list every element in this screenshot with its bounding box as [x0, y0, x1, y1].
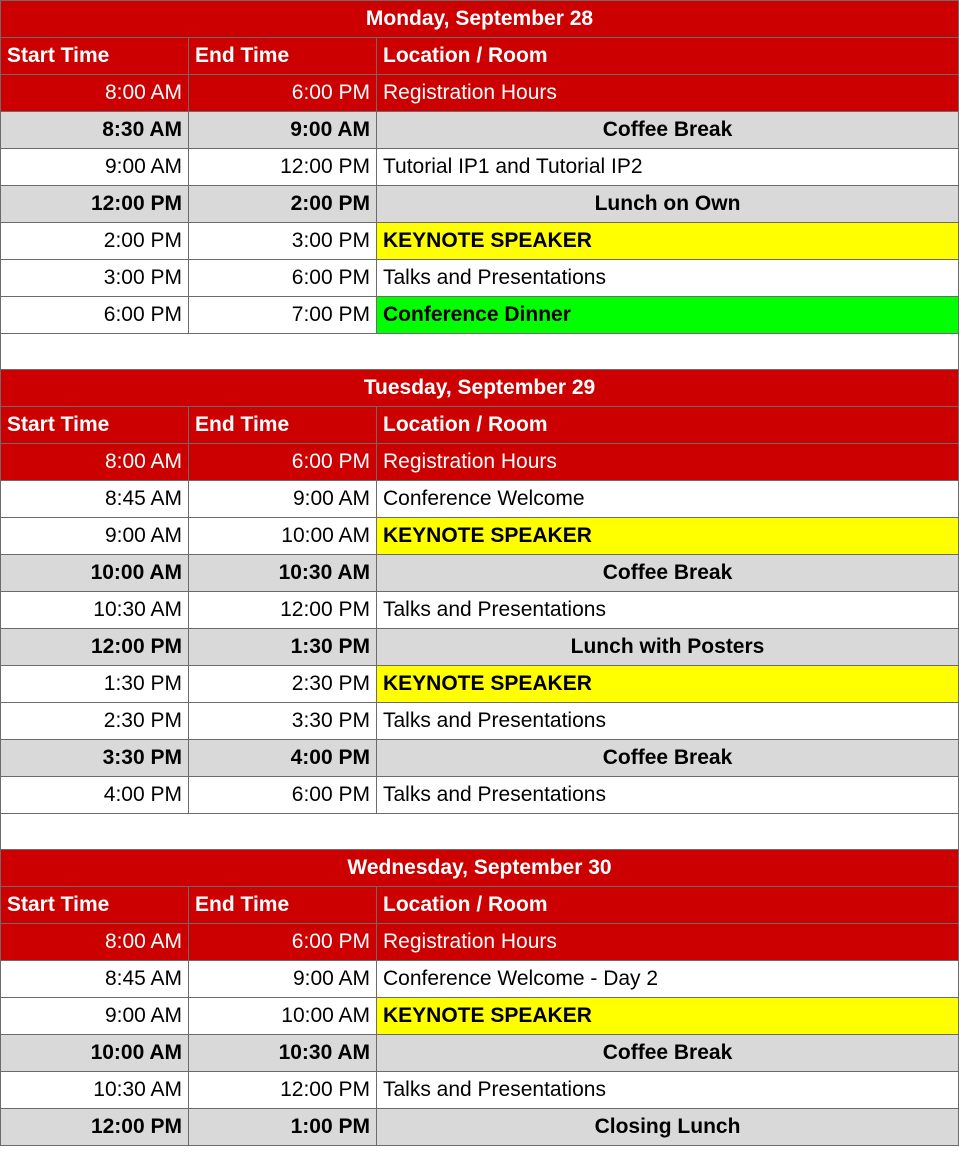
header-start-time: Start Time	[1, 887, 189, 924]
end-time-cell: 4:00 PM	[189, 740, 377, 777]
end-time-cell: 9:00 AM	[189, 961, 377, 998]
spacer-row	[1, 334, 959, 370]
header-end-time: End Time	[189, 38, 377, 75]
schedule-row	[1, 75, 959, 112]
schedule-row	[1, 1072, 959, 1109]
end-time-cell: 10:00 AM	[189, 518, 377, 555]
column-header-row	[1, 407, 959, 444]
end-time-cell: 12:00 PM	[189, 592, 377, 629]
start-time-cell: 6:00 PM	[1, 297, 189, 334]
end-time-cell: 12:00 PM	[189, 1072, 377, 1109]
start-time-cell: 8:45 AM	[1, 961, 189, 998]
start-time-cell: 10:00 AM	[1, 555, 189, 592]
event-cell: Tutorial IP1 and Tutorial IP2	[377, 149, 959, 186]
schedule-row	[1, 149, 959, 186]
end-time-cell: 10:30 AM	[189, 1035, 377, 1072]
event-cell: Lunch on Own	[377, 186, 959, 223]
event-cell: Conference Welcome - Day 2	[377, 961, 959, 998]
schedule-body	[1, 1, 959, 1146]
event-cell: Coffee Break	[377, 112, 959, 149]
start-time-cell: 10:30 AM	[1, 1072, 189, 1109]
start-time-cell: 8:45 AM	[1, 481, 189, 518]
event-cell: Coffee Break	[377, 555, 959, 592]
header-start-time: Start Time	[1, 407, 189, 444]
schedule-row	[1, 924, 959, 961]
schedule-row	[1, 777, 959, 814]
event-cell: KEYNOTE SPEAKER	[377, 223, 959, 260]
schedule-row	[1, 1035, 959, 1072]
start-time-cell: 8:30 AM	[1, 112, 189, 149]
end-time-cell: 10:00 AM	[189, 998, 377, 1035]
column-header-row	[1, 38, 959, 75]
column-header-row	[1, 887, 959, 924]
schedule-row	[1, 740, 959, 777]
start-time-cell: 9:00 AM	[1, 149, 189, 186]
end-time-cell: 6:00 PM	[189, 444, 377, 481]
start-time-cell: 3:00 PM	[1, 260, 189, 297]
end-time-cell: 3:00 PM	[189, 223, 377, 260]
end-time-cell: 6:00 PM	[189, 777, 377, 814]
event-cell: Registration Hours	[377, 75, 959, 112]
start-time-cell: 3:30 PM	[1, 740, 189, 777]
end-time-cell: 2:30 PM	[189, 666, 377, 703]
header-end-time: End Time	[189, 887, 377, 924]
start-time-cell: 8:00 AM	[1, 75, 189, 112]
schedule-row	[1, 518, 959, 555]
start-time-cell: 10:30 AM	[1, 592, 189, 629]
start-time-cell: 2:00 PM	[1, 223, 189, 260]
spacer-cell	[1, 814, 959, 850]
event-cell: Coffee Break	[377, 740, 959, 777]
start-time-cell: 10:00 AM	[1, 1035, 189, 1072]
end-time-cell: 9:00 AM	[189, 481, 377, 518]
spacer-cell	[1, 334, 959, 370]
day-title-row	[1, 370, 959, 407]
event-cell: Closing Lunch	[377, 1109, 959, 1146]
event-cell: Talks and Presentations	[377, 1072, 959, 1109]
start-time-cell: 8:00 AM	[1, 924, 189, 961]
schedule-row	[1, 703, 959, 740]
event-cell: Lunch with Posters	[377, 629, 959, 666]
day-title-row	[1, 850, 959, 887]
event-cell: Talks and Presentations	[377, 703, 959, 740]
schedule-row	[1, 1109, 959, 1146]
event-cell: Conference Welcome	[377, 481, 959, 518]
event-cell: Registration Hours	[377, 924, 959, 961]
start-time-cell: 9:00 AM	[1, 518, 189, 555]
event-cell: KEYNOTE SPEAKER	[377, 666, 959, 703]
schedule-row	[1, 297, 959, 334]
header-location: Location / Room	[377, 407, 959, 444]
end-time-cell: 7:00 PM	[189, 297, 377, 334]
header-location: Location / Room	[377, 38, 959, 75]
start-time-cell: 12:00 PM	[1, 1109, 189, 1146]
end-time-cell: 9:00 AM	[189, 112, 377, 149]
start-time-cell: 9:00 AM	[1, 998, 189, 1035]
event-cell: Talks and Presentations	[377, 260, 959, 297]
header-location: Location / Room	[377, 887, 959, 924]
schedule-row	[1, 555, 959, 592]
end-time-cell: 1:00 PM	[189, 1109, 377, 1146]
spacer-row	[1, 814, 959, 850]
schedule-row	[1, 961, 959, 998]
event-cell: Conference Dinner	[377, 297, 959, 334]
schedule-row	[1, 666, 959, 703]
end-time-cell: 10:30 AM	[189, 555, 377, 592]
end-time-cell: 1:30 PM	[189, 629, 377, 666]
event-cell: Registration Hours	[377, 444, 959, 481]
end-time-cell: 6:00 PM	[189, 260, 377, 297]
end-time-cell: 12:00 PM	[189, 149, 377, 186]
schedule-row	[1, 998, 959, 1035]
day-title: Monday, September 28	[1, 1, 959, 38]
end-time-cell: 6:00 PM	[189, 75, 377, 112]
header-end-time: End Time	[189, 407, 377, 444]
end-time-cell: 3:30 PM	[189, 703, 377, 740]
schedule-row	[1, 592, 959, 629]
event-cell: Talks and Presentations	[377, 777, 959, 814]
header-start-time: Start Time	[1, 38, 189, 75]
event-cell: Coffee Break	[377, 1035, 959, 1072]
day-title-row	[1, 1, 959, 38]
start-time-cell: 8:00 AM	[1, 444, 189, 481]
start-time-cell: 2:30 PM	[1, 703, 189, 740]
end-time-cell: 2:00 PM	[189, 186, 377, 223]
start-time-cell: 12:00 PM	[1, 629, 189, 666]
event-cell: KEYNOTE SPEAKER	[377, 998, 959, 1035]
schedule-row	[1, 629, 959, 666]
schedule-row	[1, 481, 959, 518]
start-time-cell: 1:30 PM	[1, 666, 189, 703]
start-time-cell: 4:00 PM	[1, 777, 189, 814]
day-title: Tuesday, September 29	[1, 370, 959, 407]
schedule-row	[1, 112, 959, 149]
schedule-row	[1, 260, 959, 297]
schedule-row	[1, 444, 959, 481]
schedule-row	[1, 186, 959, 223]
day-title: Wednesday, September 30	[1, 850, 959, 887]
event-cell: KEYNOTE SPEAKER	[377, 518, 959, 555]
start-time-cell: 12:00 PM	[1, 186, 189, 223]
schedule-row	[1, 223, 959, 260]
event-cell: Talks and Presentations	[377, 592, 959, 629]
end-time-cell: 6:00 PM	[189, 924, 377, 961]
